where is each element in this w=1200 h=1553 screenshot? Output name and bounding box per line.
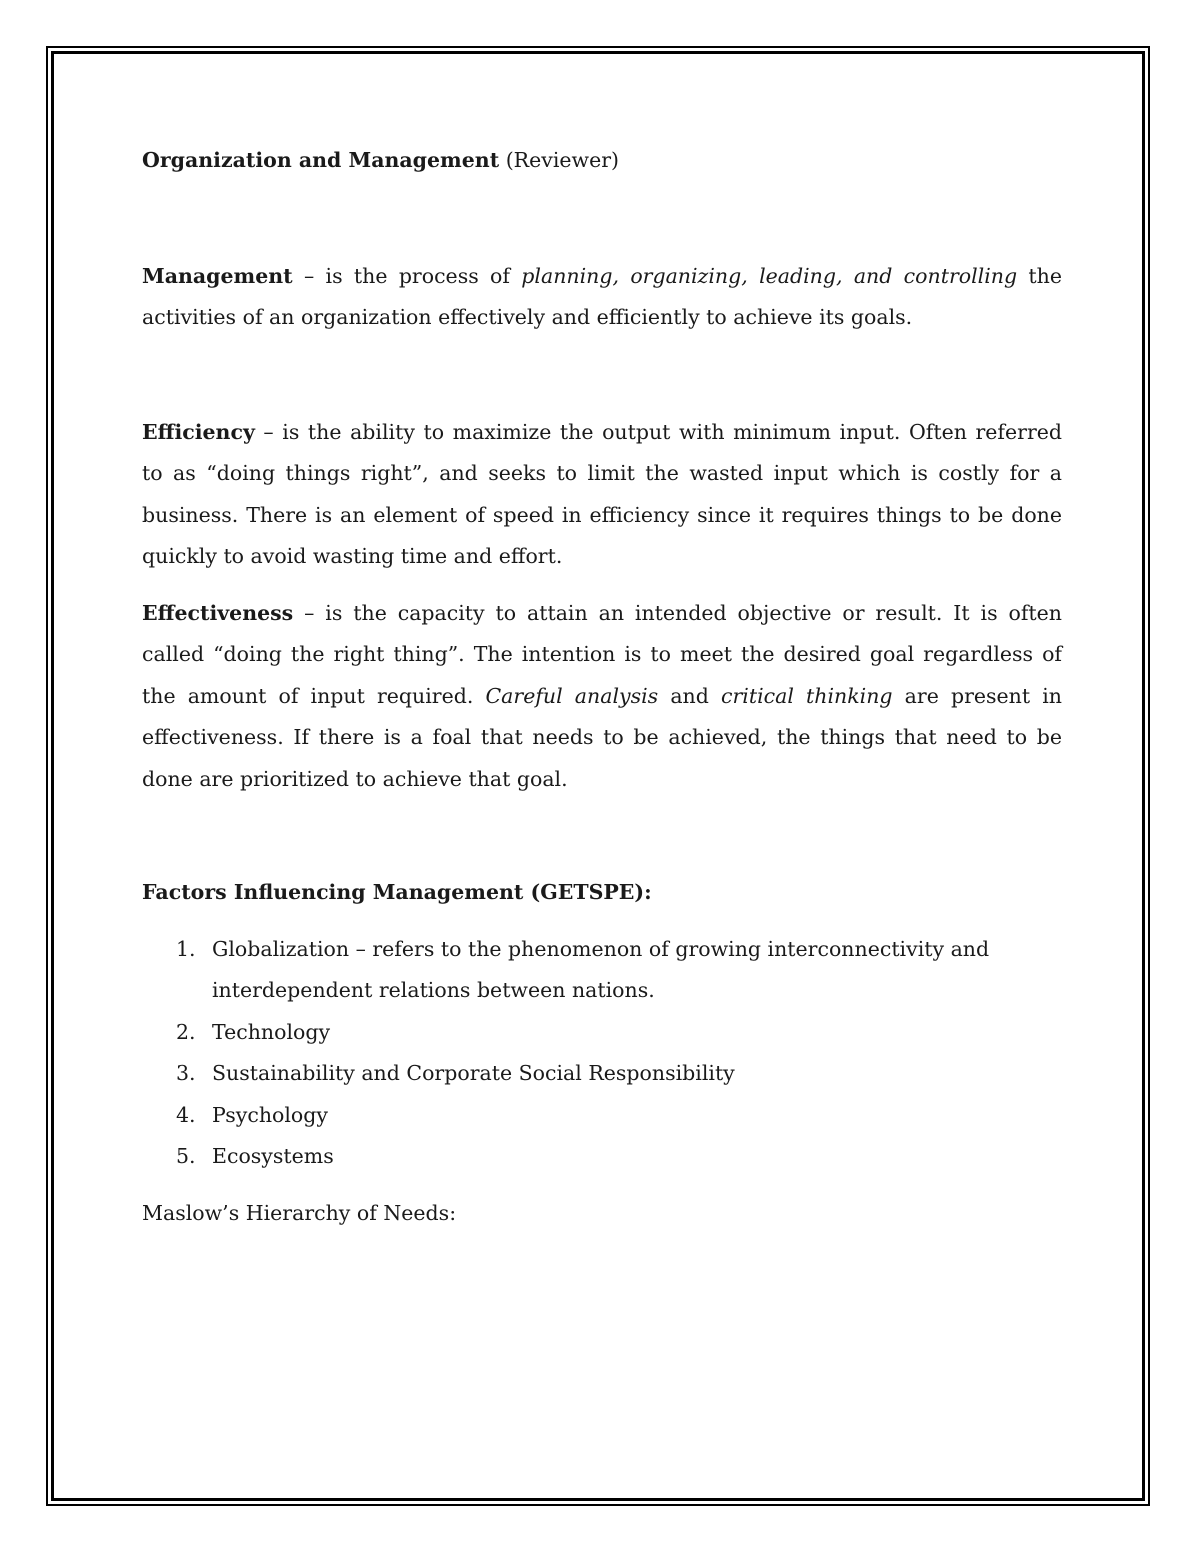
factors-heading-text: Factors Influencing Management (GETSPE): [142,880,652,904]
effectiveness-text-c: are present in effectiveness. If there is a foal that needs to be achieved, the things that need to be done are prioritized to achieve that goal. [142,683,1062,791]
list-number: 1. [176,936,196,961]
list-item [142,1136,1062,1178]
list-number: 3. [176,1061,196,1085]
management-term: Management [142,263,293,288]
management-text-b: the activities of an organization effectively and efficiently to achieve its goals. [142,263,1062,329]
list-item [142,929,1062,1012]
efficiency-text: – is the ability to maximize the output with minimum input. Often referred to as “doing things right”, and seeks to limit the wasted input which is costly for a business. There is an element of speed in efficiency since it requires things to be done quickly to avoid wasting time and effort. [142,419,1062,568]
list-item [142,1095,1062,1137]
list-item [142,1053,1062,1095]
list-item [142,1012,1062,1054]
title-suffix: (Reviewer) [499,148,619,172]
efficiency-definition [142,412,1062,578]
document-title [142,140,1062,182]
list-text: Sustainability and Corporate Social Responsibility [212,1061,735,1085]
list-number: 2. [176,1019,196,1044]
effectiveness-italic-b: critical thinking [721,683,893,708]
management-definition [142,256,1062,339]
effectiveness-italic-a: Careful analysis [485,683,659,708]
effectiveness-text-b: and [658,683,722,708]
effectiveness-term: Effectiveness [142,600,294,625]
factors-list [142,929,1062,1178]
maslow-heading: Maslow’s Hierarchy of Needs: [142,1200,457,1225]
management-functions: planning, organizing, leading, and controlling [521,263,1018,288]
management-text-a: – is the process of [292,263,522,288]
efficiency-term: Efficiency [142,419,255,444]
document-body [142,140,1062,1234]
title-bold: Organization and Management [142,148,500,172]
list-text: Technology [212,1019,331,1044]
list-number: 4. [176,1102,196,1127]
list-text: Psychology [212,1102,328,1127]
effectiveness-definition [142,593,1062,801]
list-number: 5. [176,1144,196,1168]
factors-heading [142,872,1062,914]
effectiveness-text-a: – is the capacity to attain an intended objective or result. It is often called “doing the right thing”. The intention is to meet the desired goal regardless of the amount of input required. [142,600,1062,708]
list-text: Ecosystems [212,1144,334,1168]
list-text: Globalization – refers to the phenomenon of growing interconnectivity and interdependent relations between nations. [212,936,990,1002]
